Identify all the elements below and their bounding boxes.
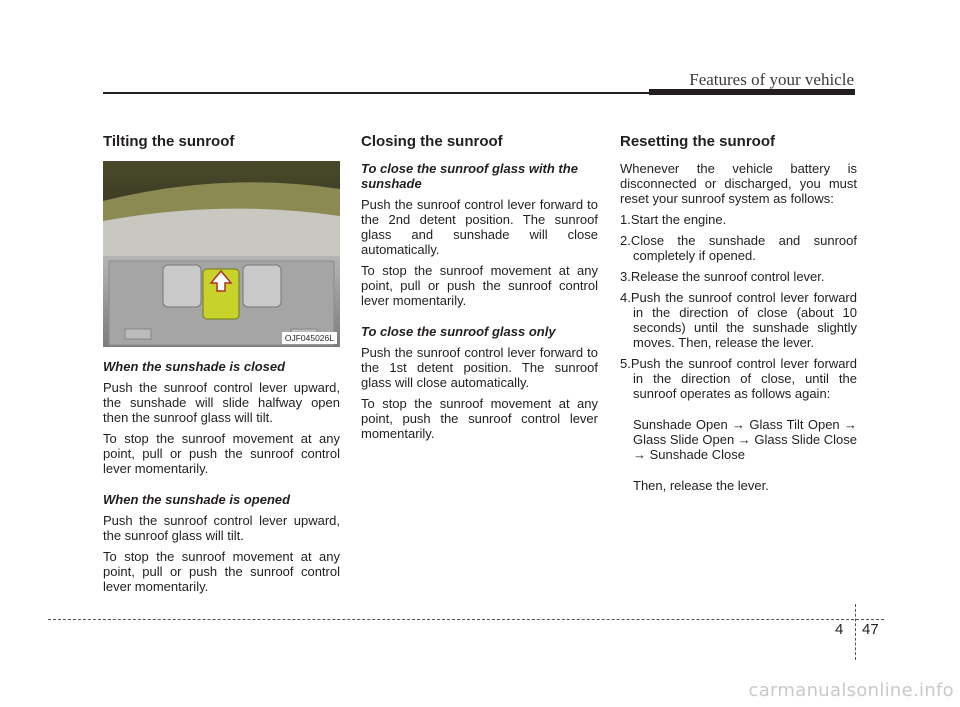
- subheading-sunshade-closed: When the sunshade is closed: [103, 359, 286, 374]
- page-header-title: Features of your vehicle: [689, 70, 854, 89]
- column-closing: [361, 133, 598, 447]
- paragraph: Push the sunroof control lever forward to the 1st detent position. The sunroof glass will close automatically.: [361, 345, 598, 390]
- paragraph: To stop the sunroof movement at any point, pull or push the sunroof control lever momentarily.: [103, 549, 340, 594]
- footer-divider: [855, 604, 856, 660]
- header-rule-accent: [649, 89, 855, 95]
- column-tilting: [103, 133, 340, 600]
- page-number: 47: [862, 621, 879, 638]
- paragraph: Push the sunroof control lever upward, the sunshade will slide halfway open then the sunroof glass will tilt.: [103, 380, 340, 425]
- section-heading-resetting: Resetting the sunroof: [620, 133, 776, 150]
- paragraph: Push the sunroof control lever upward, the sunroof glass will tilt.: [103, 513, 340, 543]
- list-item: 1.Start the engine.: [620, 212, 727, 227]
- chapter-number: 4: [835, 621, 844, 638]
- list-item: 4.Push the sunroof control lever forward in the direction of close (about 10 seconds) until the sunshade slightly moves. Then, release the lever.: [620, 290, 857, 350]
- watermark: carmanualsonline.info: [748, 680, 954, 701]
- subheading-close-glass-only: To close the sunroof glass only: [361, 324, 556, 339]
- paragraph: To stop the sunroof movement at any point, push the sunroof control lever momentarily.: [361, 396, 598, 441]
- subheading-sunshade-opened: When the sunshade is opened: [103, 492, 291, 507]
- list-item: 3.Release the sunroof control lever.: [620, 269, 825, 284]
- sunroof-control-illustration: [103, 161, 340, 347]
- paragraph-intro: Whenever the vehicle battery is disconnected or discharged, you must reset your sunroof system as follows:: [620, 161, 857, 206]
- final-instruction: Then, release the lever.: [633, 478, 769, 493]
- paragraph: Push the sunroof control lever forward to the 2nd detent position. The sunroof glass and sunshade will close automatically.: [361, 197, 598, 257]
- sunroof-control-figure: [103, 161, 340, 347]
- reset-steps-list: [620, 212, 857, 401]
- operation-sequence: Sunshade Open → Glass Tilt Open → Glass Slide Open → Glass Slide Close → Sunshade Close: [633, 417, 857, 462]
- paragraph: To stop the sunroof movement at any point, pull or push the sunroof control lever momentarily.: [103, 431, 340, 476]
- footer-rule: [48, 619, 884, 620]
- section-heading-closing: Closing the sunroof: [361, 133, 503, 150]
- subheading-close-with-sunshade: To close the sunroof glass with the sunshade: [361, 161, 578, 191]
- column-resetting: [620, 133, 857, 499]
- figure-code: OJF045026L: [282, 332, 337, 344]
- section-heading-tilting: Tilting the sunroof: [103, 133, 235, 150]
- paragraph: To stop the sunroof movement at any point, pull or push the sunroof control lever momentarily.: [361, 263, 598, 308]
- list-item: 5.Push the sunroof control lever forward in the direction of close, until the sunroof operates as follows again:: [620, 356, 857, 401]
- list-item: 2.Close the sunshade and sunroof completely if opened.: [620, 233, 857, 263]
